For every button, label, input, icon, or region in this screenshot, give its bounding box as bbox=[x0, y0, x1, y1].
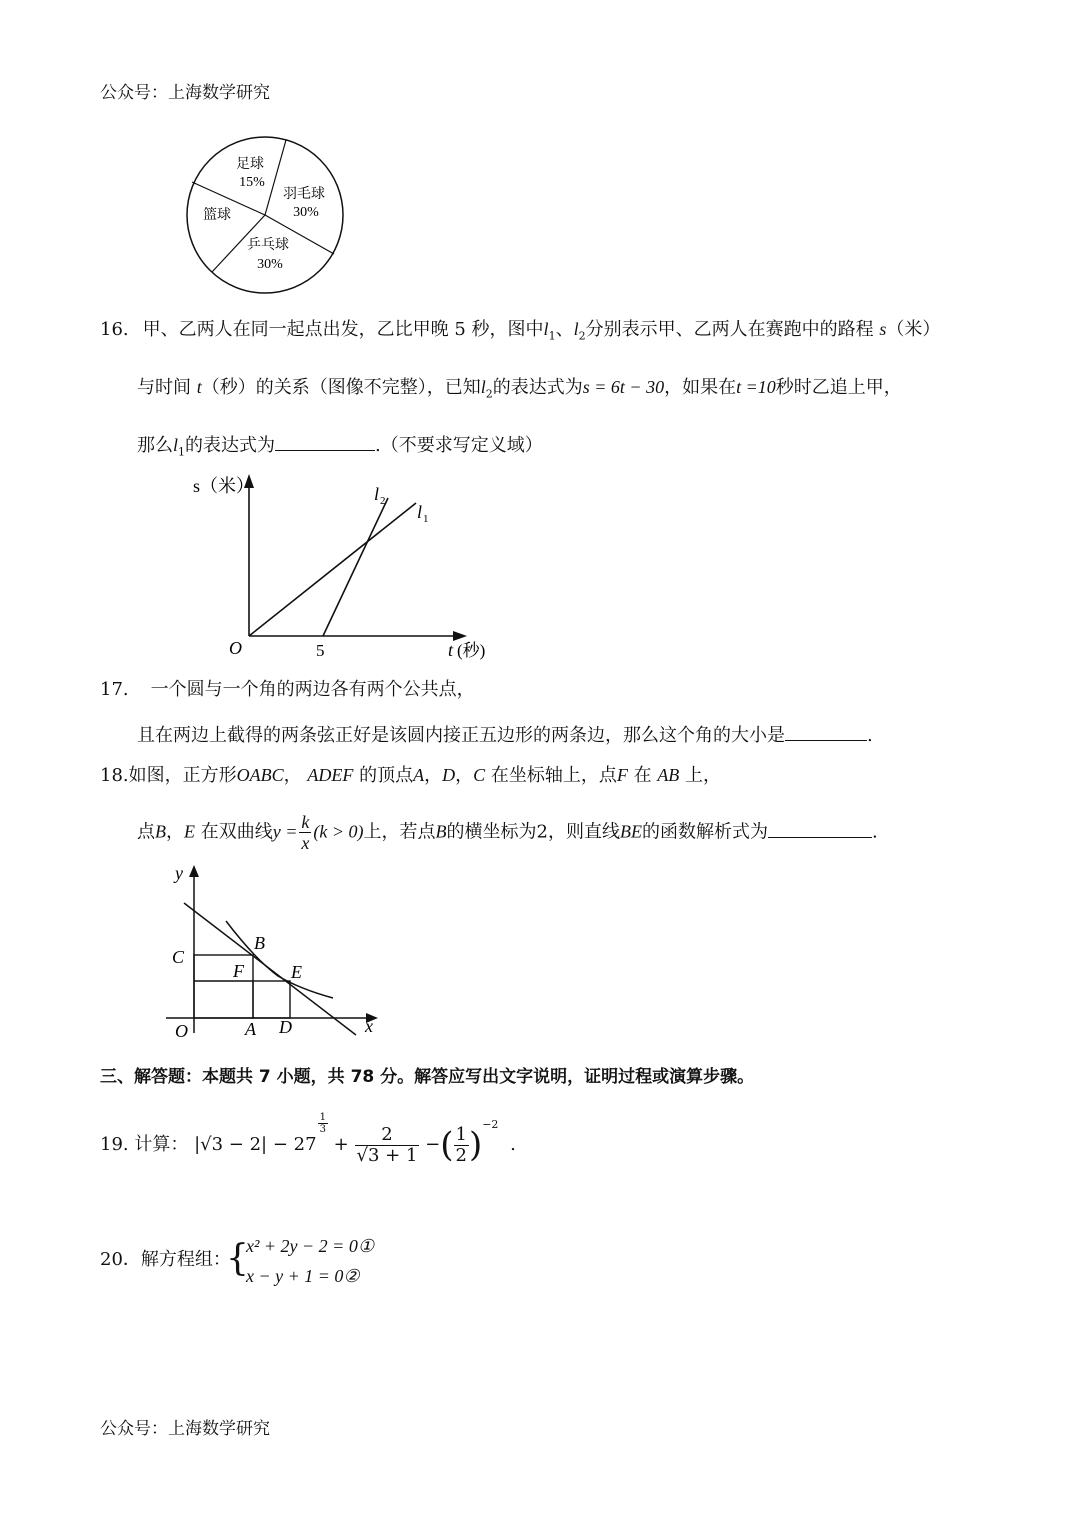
section-3-heading: 三、解答题：本题共 7 小题，共 78 分。解答应写出文字说明，证明过程或演算步骤。 bbox=[100, 1067, 755, 1087]
pie-chart bbox=[180, 130, 350, 300]
graph-tick-5: 5 bbox=[316, 641, 325, 660]
page-footer: 公众号：上海数学研究 bbox=[100, 1419, 270, 1439]
square-ADEF bbox=[253, 981, 290, 1018]
q20-eq2: x − y + 1 = 0② bbox=[246, 1266, 360, 1286]
q16-line2: 与时间 t（秒）的关系（图像不完整），已知$l_2$的表达式为s = 6t − 30，如果在t =10秒时乙追上甲， bbox=[137, 377, 902, 401]
pie-pct-badminton: 30% bbox=[293, 205, 319, 220]
pie-pct-football: 15% bbox=[239, 175, 265, 190]
q20-label: 20．解方程组： bbox=[100, 1249, 231, 1270]
q16-graph bbox=[180, 468, 510, 668]
answer-blank-18[interactable] bbox=[768, 819, 872, 838]
x-axis-arrow bbox=[453, 631, 467, 641]
q18-graph bbox=[160, 855, 390, 1045]
label-x: x bbox=[365, 1016, 373, 1036]
label-O: O bbox=[175, 1021, 188, 1041]
square-OABC bbox=[194, 955, 253, 1018]
q17-line1: 17. 一个圆与一个角的两边各有两个公共点， bbox=[100, 679, 475, 700]
q18-line1: 18.如图，正方形OABC， ADEF 的顶点A，D，C 在坐标轴上，点F 在 AB 上， bbox=[100, 765, 722, 786]
line-l2 bbox=[323, 498, 388, 636]
graph-xlabel-unit: (秒) bbox=[457, 641, 486, 660]
label-D: D bbox=[279, 1017, 292, 1037]
pie-pct-pingpong: 30% bbox=[257, 257, 283, 272]
graph-l1-label: l bbox=[417, 502, 423, 522]
graph-ylabel: s（米） bbox=[193, 476, 255, 496]
pie-label-pingpong: 乒乓球 bbox=[247, 238, 289, 253]
pie-divider-1 bbox=[265, 140, 286, 215]
graph-l2-sub: 2 bbox=[380, 495, 386, 507]
graph-l1-sub: 1 bbox=[423, 513, 429, 525]
label-y: y bbox=[175, 863, 183, 883]
y-axis-arrow bbox=[189, 865, 199, 877]
q18-line2: 点B，E 在双曲线y = $\frac{k}{x}$ (k > 0)上，若点B的横坐标为2，则直线BE的函数解析式为 . bbox=[137, 812, 878, 853]
label-B: B bbox=[254, 933, 265, 953]
answer-blank-16[interactable] bbox=[275, 432, 375, 451]
q17-line2: 且在两边上截得的两条弦正好是该圆内接正五边形的两条边，那么这个角的大小是 . bbox=[137, 722, 873, 747]
pie-label-football: 足球 bbox=[236, 157, 264, 172]
graph-l2-label: l bbox=[374, 484, 380, 504]
q16-line3: 那么$l_1$的表达式为 .（不要求写定义域） bbox=[137, 432, 543, 464]
pie-label-badminton: 羽毛球 bbox=[283, 187, 325, 202]
pie-label-basketball: 篮球 bbox=[203, 208, 231, 223]
answer-blank-17[interactable] bbox=[785, 722, 867, 741]
label-C: C bbox=[172, 947, 185, 967]
hyperbola bbox=[226, 921, 333, 998]
label-A: A bbox=[245, 1019, 256, 1039]
q19: 19. 计算： |√3 − 2| − 27 $\frac{1}{3}$ + $\frac{2}{√3 + 1}$ −( $\frac{1}{2}$ )$^{-2}$ . bbox=[100, 1112, 516, 1166]
brace-icon: { bbox=[226, 1238, 249, 1279]
label-E: E bbox=[291, 962, 302, 982]
label-F: F bbox=[233, 961, 244, 981]
graph-xlabel-t: t bbox=[448, 640, 454, 660]
graph-origin: O bbox=[229, 638, 242, 658]
q20-eq1: x² + 2y − 2 = 0① bbox=[246, 1236, 374, 1256]
page-header: 公众号：上海数学研究 bbox=[100, 83, 270, 103]
q16-line1: 16. 甲、乙两人在同一起点出发，乙比甲晚 5 秒，图中$l_1$、$l_2$分别表示甲、乙两人在赛跑中的路程 s（米） bbox=[100, 319, 941, 343]
